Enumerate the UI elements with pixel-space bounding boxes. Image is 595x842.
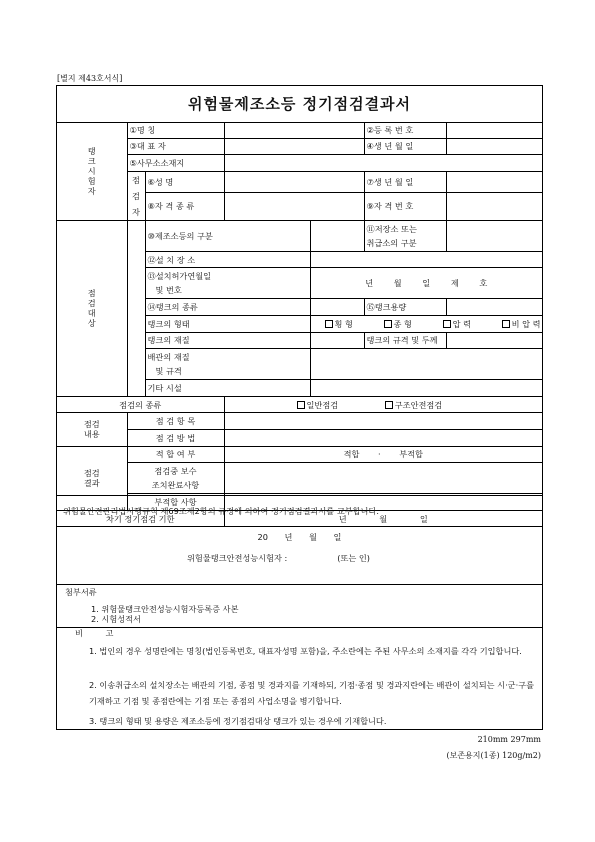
permit-date-label-line2: 및 번호 [155,285,182,296]
conformity-label: 적 합 여 부 [127,446,224,463]
pipe-material-label [145,349,310,380]
facility-type-field[interactable] [310,220,364,251]
inspection-items-label: 점 검 항 목 [127,413,224,430]
form-title: 위험물제조소등 정기점검결과서 [57,86,542,123]
signature-mark[interactable]: (또는 인) [337,553,370,563]
location-field[interactable] [310,251,542,268]
notice-date[interactable]: 20 년 월 일 [257,532,342,542]
general-inspection-checkbox[interactable] [297,401,305,409]
non-pressure-option[interactable] [502,319,541,329]
permit-date-label-line1: ⑬설치허가연월일 [147,271,212,282]
remark-note: 2. 이송취급소의 설치장소는 배관의 기점, 종점 및 경과지를 기재하되, 기점·종점 및 경과지란에는 배관이 설치되는 시·군·구를 기재하고 기점 및 종점란에는 기점 또는 종점의 사업소명을 병기합니다. [89,680,534,706]
inspection-result-form [56,85,543,730]
conformity-field[interactable]: 적합 · 부적합 [224,446,542,463]
tank-kind-label: ⑭탱크의 종류 [145,299,310,316]
tank-dimension-label: 탱크의 규격 및 두께 [364,332,446,349]
tank-capacity-label: ⑮탱크용량 [364,299,446,316]
tank-shape-label: 탱크의 형태 [145,315,310,332]
office-address-field[interactable] [224,155,542,172]
storage-type-label [364,220,446,251]
remark-note: 3. 탱크의 형태 및 용량은 제조소등에 정기점검대상 탱크가 있는 경우에 기재합니다. [89,716,387,726]
other-facility-label: 기타 시설 [145,380,310,397]
vertical-option[interactable] [384,319,412,329]
other-facility-field[interactable] [310,380,542,397]
birth-date-field[interactable] [446,138,542,155]
tank-material-field[interactable] [310,332,364,349]
tank-kind-field[interactable] [310,299,364,316]
registration-number-label: ②등 록 번 호 [364,122,446,138]
birth-date-label: ④생 년 월 일 [364,138,446,155]
representative-field[interactable] [224,138,364,155]
horizontal-option-label: 횡 형 [334,318,353,329]
notice-signer [187,553,370,564]
tank-tester-group-label: 탱크시험자 [57,122,127,220]
non-pressure-checkbox[interactable] [502,320,510,328]
representative-label: ③대 표 자 [127,138,224,155]
attachments-section [57,583,542,628]
office-address-label: ⑤사무소소재지 [127,155,224,172]
attachment-item: 2. 시험성적서 [91,614,141,624]
tank-material-label: 탱크의 재질 [145,332,310,349]
repair-label-line2: 조치완료사항 [151,480,200,491]
structural-inspection-option[interactable] [385,400,442,410]
storage-type-label-line1: ⑪저장소 또는 [366,223,417,234]
remarks-header: 비 고 [75,628,114,638]
pipe-material-label-line2: 및 규격 [155,366,182,377]
location-label: ⑫설 치 장 소 [145,251,310,268]
repair-field[interactable] [224,463,542,494]
attachments-header: 첨부서류 [65,587,97,597]
storage-type-label-line2: 취급소의 구분 [366,237,417,248]
form-number-label: [별지 제43호서식] [57,74,123,83]
attachment-item: 1. 위험물탱크안전성능시험자등록증 사본 [91,604,239,614]
name-label: ①명 칭 [127,122,224,138]
target-group-label: 점검대상 [57,220,127,396]
repair-label [127,463,224,494]
next-inspection-label: 차기 정기점검 기한 [57,510,224,527]
tank-shape-options [310,315,542,332]
pipe-material-field[interactable] [310,349,542,380]
horizontal-checkbox[interactable] [325,320,333,328]
tank-dimension-field[interactable] [446,332,542,349]
remark-note: 1. 법인의 경우 성명란에는 명칭(법인등록번호, 대표자성명 포함)을, 주소란에는 주된 사무소의 소재지를 각각 기입합니다. [89,646,522,656]
inspection-type-options [224,396,542,413]
repair-label-line1: 점검중 보수 [154,466,197,477]
facility-type-label: ⑩제조소등의 구분 [145,220,310,251]
structural-inspection-label: 구조안전점검 [394,399,443,410]
storage-type-field[interactable] [446,220,542,251]
inspector-birth-label: ⑦생 년 월 일 [364,171,446,192]
non-pressure-option-label: 비 압 력 [511,318,541,329]
permit-date-label [145,268,310,299]
structural-inspection-checkbox[interactable] [385,401,393,409]
next-inspection-field[interactable]: 년 월 일 [224,510,542,527]
pipe-material-label-line1: 배관의 재질 [147,352,190,363]
target-spacer [127,220,145,396]
horizontal-option[interactable] [325,319,353,329]
qualification-type-label: ⑧자 격 종 류 [145,192,224,220]
inspection-method-field[interactable] [224,429,542,446]
vertical-option-label: 종 형 [393,318,412,329]
result-group-label: 점검결과 [57,446,127,510]
content-group-label: 점검내용 [57,413,127,446]
inspector-name-field[interactable] [224,171,364,192]
inspector-name-label: ⑥성 명 [145,171,224,192]
qualification-number-field[interactable] [446,192,542,220]
inspection-items-field[interactable] [224,413,542,430]
general-inspection-option[interactable] [297,400,339,410]
qualification-type-field[interactable] [224,192,364,220]
paper-spec: (보존용지(1종) 120g/m2) [446,751,541,760]
qualification-number-label: ⑨자 격 번 호 [364,192,446,220]
inspector-birth-field[interactable] [446,171,542,192]
pressure-checkbox[interactable] [443,320,451,328]
paper-size: 210mm 297mm [477,735,541,744]
pressure-option[interactable] [443,319,471,329]
general-inspection-label: 일반점검 [306,399,339,410]
pressure-option-label: 압 력 [452,318,471,329]
form-table [57,122,542,527]
issuance-notice [57,495,542,585]
name-field[interactable] [224,122,364,138]
permit-date-field[interactable]: 년 월 일 제 호 [310,268,542,299]
inspection-type-label: 점검의 종류 [57,396,224,413]
tank-capacity-field[interactable] [446,299,542,316]
registration-number-field[interactable] [446,122,542,138]
signer-label: 위험물탱크안전성능시험자 : [187,553,288,563]
inspection-method-label: 점 검 방 법 [127,429,224,446]
vertical-checkbox[interactable] [384,320,392,328]
notice-text: 위험물안전관리법시행규칙 제69조제2항의 규정에 의하여 정기점검결과서를 교부합니다. [63,506,379,516]
nonconformity-label: 부적합 사항 [127,494,224,511]
inspector-group-label: 점검자 [127,171,145,220]
